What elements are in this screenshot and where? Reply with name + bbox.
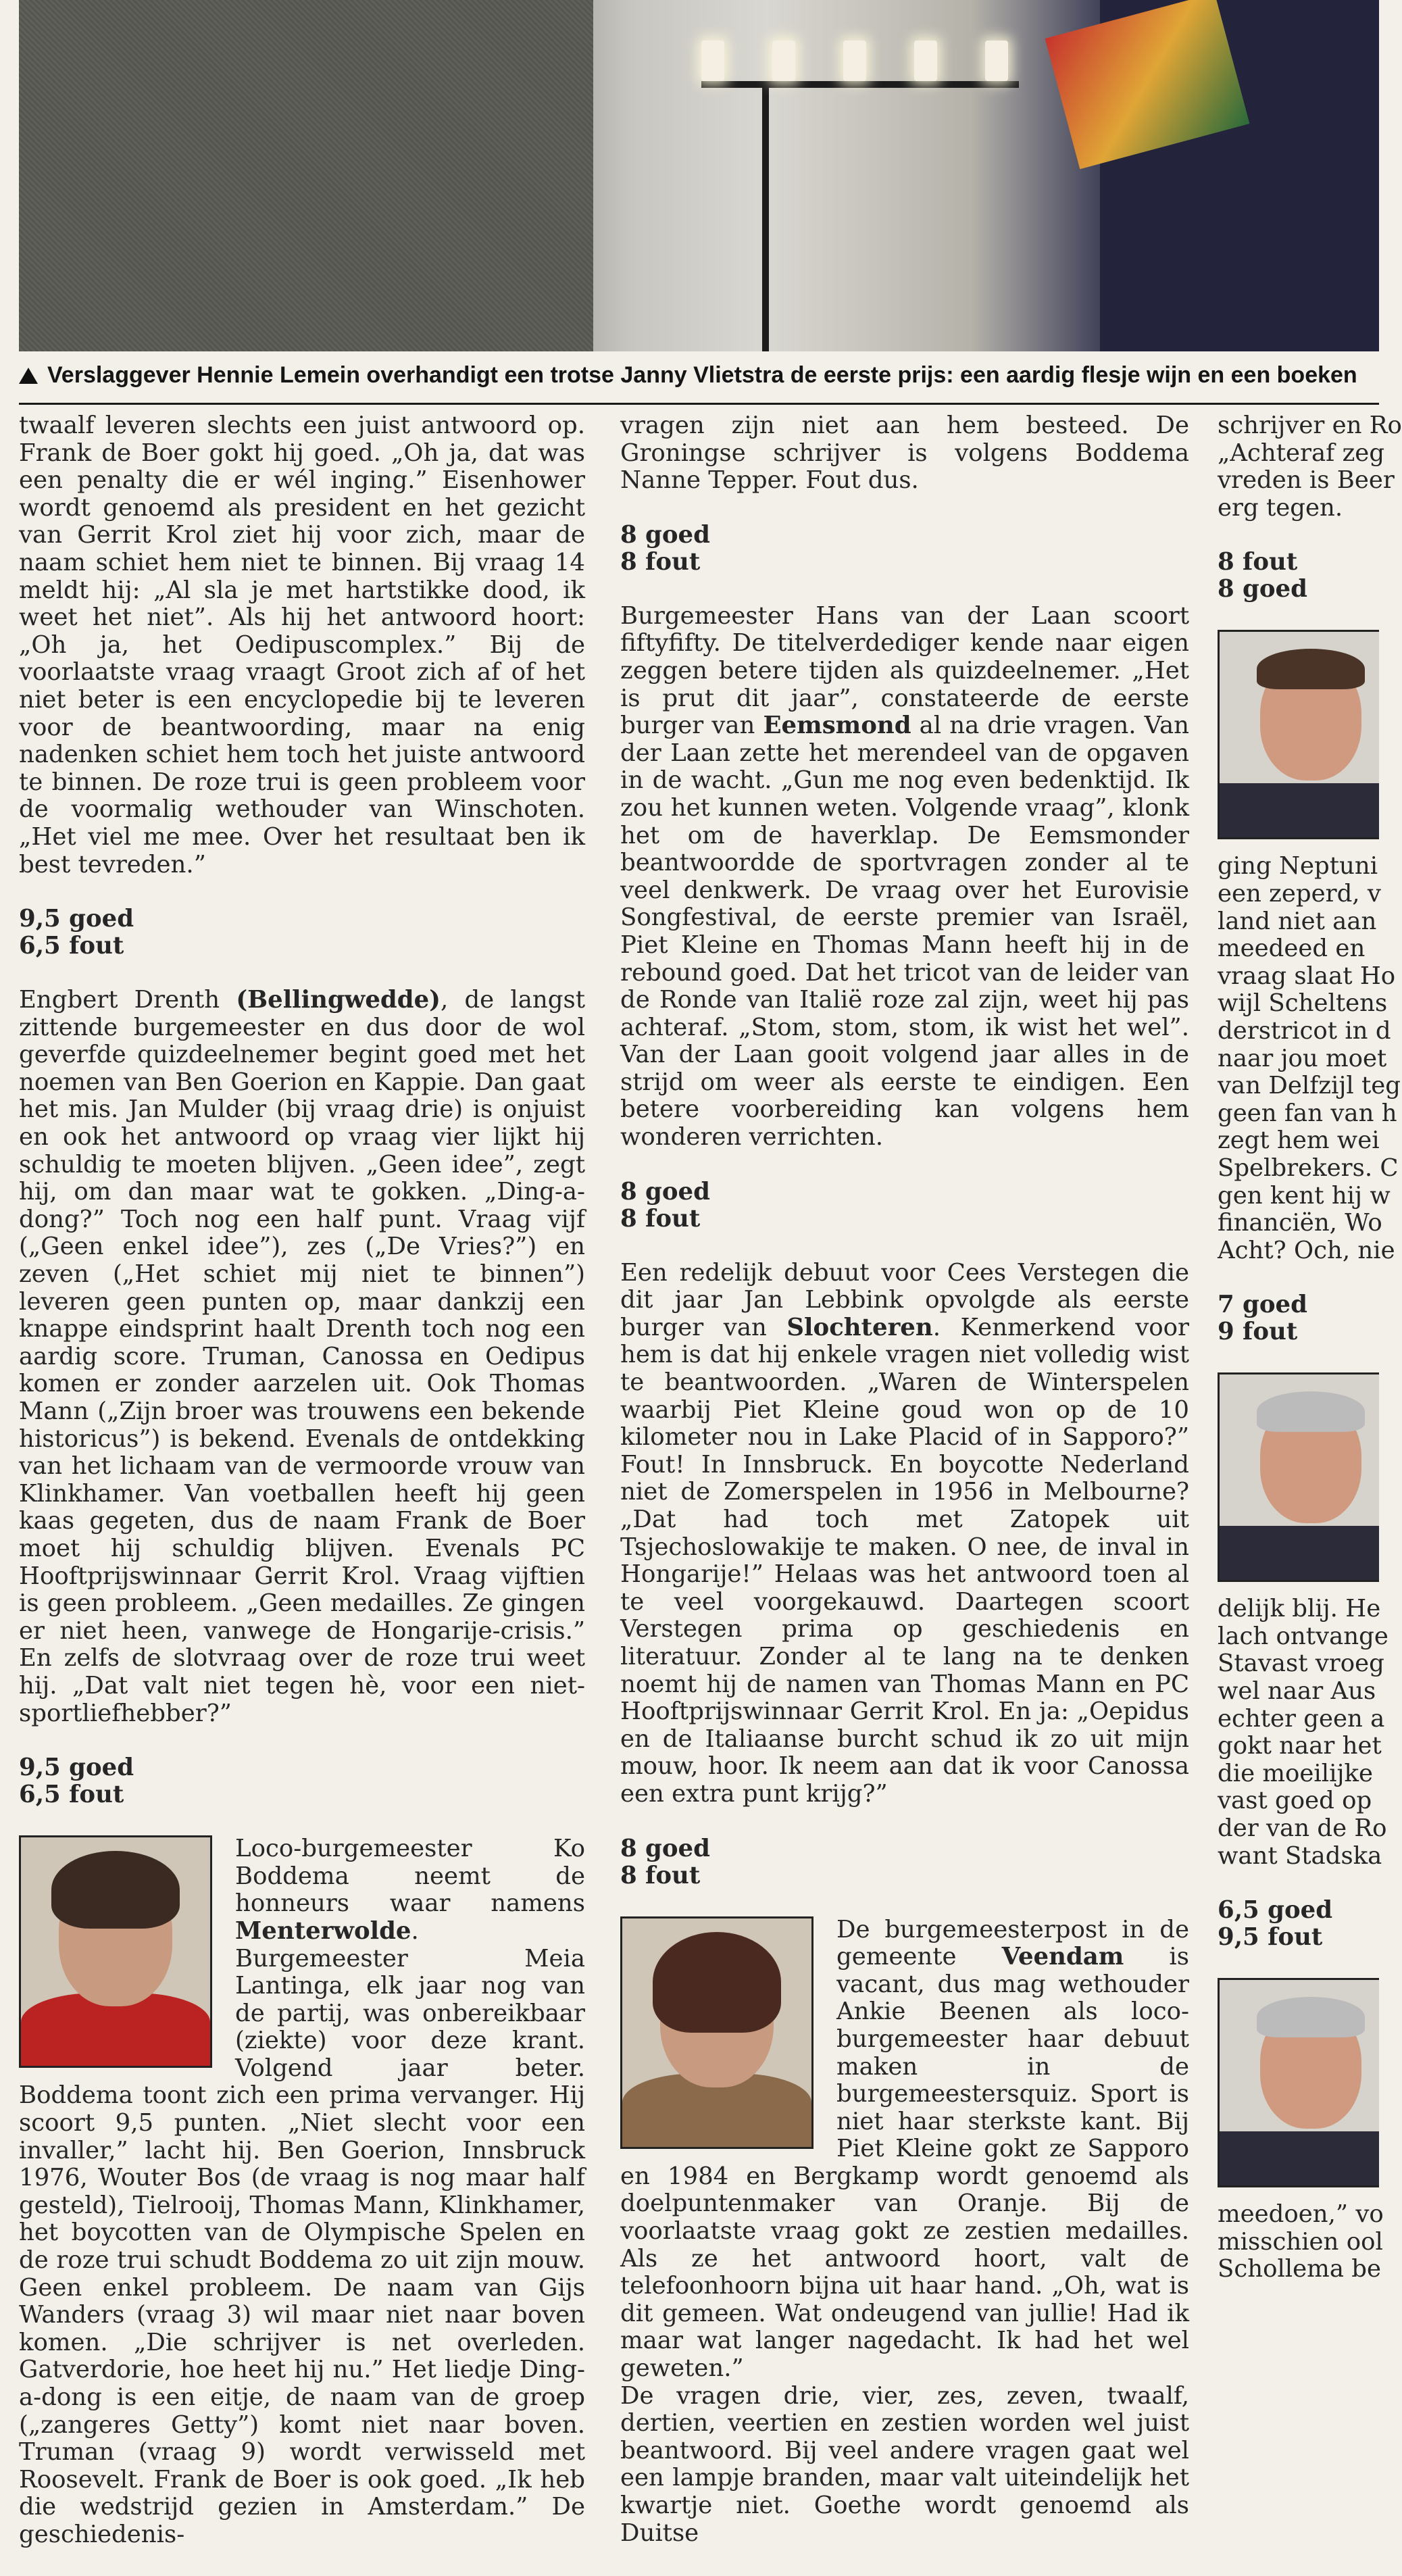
score-block: 8 goed 8 fout [620, 1177, 710, 1233]
photo-jacket [19, 0, 593, 351]
column-1 [19, 412, 585, 2576]
paragraph: De vragen drie, vier, zes, zeven, twaalf, dertien, veertien en zestien worden wel juist beantwoord. Bij veel andere vragen gaat wel een lampje branden, maar valt uiteindelijk het kwartje niet. Goethe wordt genoemd als Duitse [620, 2381, 1189, 2547]
paragraph-verstegen: Een redelijk debuut voor Cees Verstegen die dit jaar Jan Lebbink opvolgde als eerste burger van Slochteren. Kenmerkend voor hem is dat hij enkele vragen niet volledig wist te beantwoorden. „Waren de Winterspelen waarbij Piet Kleine goud won op de 10 kilometer nou in Lake Placid of in Sapporo?” Fout! In Innsbruck. En boycotte Nederland niet de Zomerspelen in 1956 in Melbourne? „Dat had toch met Zatopek uit Tsjechoslowakije te maken. O nee, de inval in Hongarije!” Helaas was het antwoord toen al te veel voorgekauwd. Daartegen scoort Verstegen prima op geschiedenis en literatuur. Zonder al te lang na te denken noemt hij de namen van Thomas Mann en PC Hooftprijswinnaar Gerrit Krol. En ja: „Oepidus en de Italiaanse burcht schud ik zo uit mijn mouw, hoor. Ik neem aan dat ik voor Canossa een extra punt krijg?” [620, 1258, 1189, 1808]
column-3: schrijver en Ro „Achteraf zeg vreden is Beer erg tegen. 8 fout 8 goed ging Neptuni een zeperd, v land niet aan meedeed en vraag slaat Ho wijl Scheltens derstricot in d naar jou moet van Delfzijl teg geen fan van h zegt hem wei Spelbrekers. C gen kent hij w financiën, Wo Acht? Och, nie 7 goed 9 fout delijk blij. He lach ontvange Stavast vroeg wel naar Aus echter geen a gokt naar het die moeilijke vast goed op der van de Ro want Stadska 6,5 goed 9,5 fout meedoen,” vo misschien ool Schollema be [1218, 412, 1402, 2283]
score-block: 8 goed 8 fout [620, 1834, 710, 1889]
score-block: 9,5 goed 6,5 fout [19, 1754, 134, 1809]
portrait-thumb [1218, 1978, 1379, 2187]
triangle-icon [19, 368, 38, 384]
score-block: 7 goed 9 fout [1218, 1291, 1307, 1346]
candelabra [681, 41, 1032, 351]
paragraph-drenth: Engbert Drenth (Bellingwedde), de langst zittende burgemeester en dus door de wol geverfde quizdeelnemer begint goed met het noemen van Ben Goerion en Kappie. Dan gaat het mis. Jan Mulder (bij vraag drie) is onjuist en ook het antwoord op vraag vier lijkt hij schuldig te moeten blijven. „Geen idee”, zegt hij, om dan maar wat te gokken. „Ding-a-dong?” Toch nog een half punt. Vraag vijf („Geen enkel idee”), zes („De Vries?”) en zeven („Het schiet mij niet te binnen”) leveren geen punten op, maar dankzij een knappe eindsprint haalt Drenth toch nog een aardig score. Truman, Canossa en Oedipus komen er zonder aarzelen uit. Ook Thomas Mann („Zijn broer was trouwens een bekende historicus”) is bekend. Evenals de ontdekking van het lichaam van de vermoorde vrouw van Klinkhamer. Van voetballen heeft hij geen kaas gegeten, dus de naam Frank de Boer moet hij schuldig blijven. Evenals PC Hooftprijswinnaar Gerrit Krol. Vraag vijftien is geen probleem. „Geen medailles. Ze gingen er niet heen, vanwege de Hongarije-crisis.” En zelfs de slotvraag over de roze trui weet hij. „Dat valt niet tegen hè, voor een niet-sportliefhebber?” [19, 986, 585, 1727]
header-photo [19, 0, 1379, 351]
paragraph: vragen zijn niet aan hem besteed. De Groningse schrijver is volgens Boddema Nanne Tepper. Fout dus. [620, 412, 1189, 495]
paragraph-boddema: Loco-burgemeester Ko Boddema neemt de honneurs waar namens Menterwolde. Burgemeester Meia Lantinga, elk jaar nog van de partij, was onbereikbaar (ziekte) voor deze krant. Volgend jaar beter. Boddema toont zich een prima vervanger. Hij scoort 9,5 punten. „Niet slecht voor een invaller,” lacht hij. Ben Goerion, Innsbruck 1976, Wouter Bos (de vraag is nog maar half gesteld), Tielrooij, Thomas Mann, Klinkhamer, het boycotten van de Olympische Spelen en de roze trui schudt Boddema zo uit zijn mouw. Geen enkel probleem. De naam van Gijs Wanders (vraag 3) wil maar niet naar boven komen. „Die schrijver is net overleden. Gatverdorie, hoe heet hij nu.” Het liedje Ding-a-dong is een eitje, de naam van de groep („zangeres Getty”) komt niet naar boven. Truman (vraag 9) wordt verwisseld met Roosevelt. Frank de Boer is ook goed. „Ik heb die wedstrijd gezien in Amsterdam.” De geschiedenis- [19, 1835, 585, 2548]
portrait-thumb [1218, 630, 1379, 839]
score-block: 9,5 goed 6,5 fout [19, 905, 134, 960]
portrait-beenen [620, 1916, 813, 2149]
score-block: 8 goed 8 fout [620, 520, 710, 576]
paragraph-vanderlaan: Burgemeester Hans van der Laan scoort fiftyfifty. De titelverdediger kende naar eigen zeggen betere tijden als quizdeelnemer. „Het is prut dit jaar”, constateerde de eerste burger van Eemsmond al na drie vragen. Van der Laan zette het merendeel van de opgaven in de wacht. „Gun me nog even bedenktijd. Ik zou het kunnen weten. Volgende vraag”, klonk het om de haverklap. De Eemsmonder beantwoordde de sportvragen zonder al te veel denkwerk. De vraag over het Eurovisie Songfestival, de eerste premier van Israël, Piet Kleine en Thomas Mann heeft hij in de rebound goed. Dat het tricot van de leider van de Ronde van Italië roze zal zijn, weet hij pas achteraf. „Stom, stom, stom, ik wist het wel”. Van der Laan gooit volgend jaar alles in de strijd om weer als eerste te eindigen. Een betere voorbereiding kan volgens hem wonderen verrichten. [620, 601, 1189, 1151]
paragraph: twaalf leveren slechts een juist antwoord op. Frank de Boer gokt hij goed. „Oh ja, dat was een penalty die er wél inging.” Eisenhower wordt genoemd als president en het gezicht van Gerrit Krol ziet hij voor zich, maar de naam schiet hem niet te binnen. Bij vraag 14 meldt hij: „Al sla je met hartstikke dood, ik weet het niet”. Als hij het antwoord hoort: „Oh ja, het Oedipuscomplex.” Bij de voorlaatste vraag vraagt Groot zich af of het niet beter is een encyclopedie bij te leveren voor de beantwoording, maar na enig nadenken schiet hem toch het juiste antwoord te binnen. De roze trui is geen probleem voor de voormalig wethouder van Winschoten. „Het viel me mee. Over het resultaat ben ik best tevreden.” [19, 412, 585, 878]
column-2 [620, 412, 1189, 2574]
paragraph-beenen: De burgemeesterpost in de gemeente Veendam is vacant, dus mag wethouder Ankie Beenen als loco-burgemeester haar debuut maken in de burgemeestersquiz. Sport is niet haar sterkste kant. Bij Piet Kleine gokt ze Sapporo en 1984 en Bergkamp wordt genoemd als doelpuntenmaker van Oranje. Bij de voorlaatste vraag gokt ze zestien medailles. Als ze het antwoord hoort, valt de telefoonhoorn bijna uit haar hand. „Oh, wat is dit gemeen. Wat ondeugend van jullie! Had ik maar wat langer nagedacht. Ik had het wel geweten.” [620, 1915, 1190, 2383]
score-block: 8 fout 8 goed [1218, 548, 1307, 603]
portrait-boddema [19, 1835, 212, 2068]
portrait-thumb [1218, 1372, 1379, 1582]
score-block: 6,5 goed 9,5 fout [1218, 1896, 1333, 1952]
caption-rule [19, 403, 1379, 405]
photo-caption: Verslaggever Hennie Lemein overhandigt een trotse Janny Vlietstra de eerste prijs: een aardig flesje wijn en een boeken [19, 362, 1379, 396]
